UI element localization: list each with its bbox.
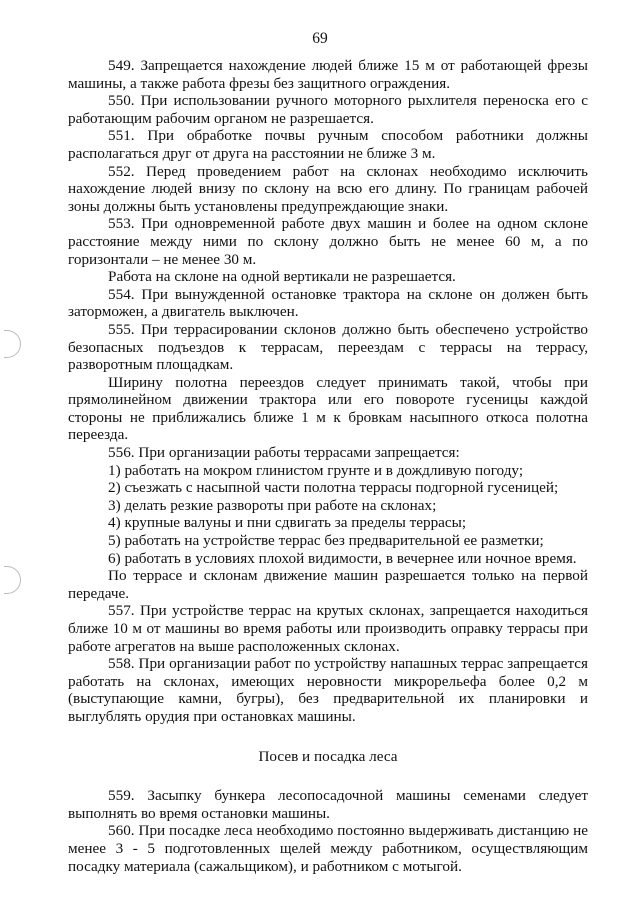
paragraph-560: 560. При посадке леса необходимо постоянно выдерживать дистанцию не менее 3 - 5 подготовленных щелей между работником, осуществляющим посадку материала (сажальщиком), и работником с мотыгой. [68,822,588,875]
list-item: 5) работать на устройстве террас без предварительной ее разметки; [108,532,544,550]
paragraph-556: 556. При организации работы террасами запрещается: [108,444,460,462]
paragraph-558: 558. При организации работ по устройству напашных террас запрещается работать на склонах, имеющих неровности микрорельефа более 0,2 м (выступающие камни, бугры), без предварительной их планировки и выглублять орудия при остановках машины. [68,655,588,725]
paragraph-553: 553. При одновременной работе двух машин и более на одном склоне расстояние между ними по склону должно быть не менее 60 м, а по горизонтали – не менее 30 м. [68,215,588,268]
list-item: 4) крупные валуны и пни сдвигать за пределы террасы; [108,514,467,532]
punch-hole-mark [4,330,21,358]
paragraph-553-note: Работа на склоне на одной вертикали не разрешается. [108,268,456,286]
paragraph-552: 552. Перед проведением работ на склонах необходимо исключить нахождение людей внизу по склону на всю его длину. По границам рабочей зоны должны быть установлены предупреждающие знаки. [68,162,588,215]
list-item: 3) делать резкие развороты при работе на склонах; [108,496,437,514]
list-item: 6) работать в условиях плохой видимости, в вечернее или ночное время. [108,549,577,567]
paragraph-555: 555. При террасировании склонов должно быть обеспечено устройство безопасных подъездов к террасам, переездам с террасы на террасу, разворотным площадкам. [68,320,588,374]
paragraph-549: 549. Запрещается нахождение людей ближе 15 м от работающей фрезы машины, а также работа фрезы без защитного ограждения. [68,57,588,92]
paragraph-550: 550. При использовании ручного моторного рыхлителя переноска его с работающим рабочим органом не разрешается. [68,92,588,127]
punch-hole-mark [4,566,21,594]
paragraph-555-width: Ширину полотна переездов следует принимать такой, чтобы при прямолинейном движении трактора или его повороте гусеницы каждой стороны не приближались ближе 1 м к бровкам насыпного откоса полотна переезда. [68,373,588,444]
paragraph-terrace-movement: По террасе и склонам движение машин разрешается только на первой передаче. [68,567,588,602]
paragraph-554: 554. При вынужденной остановке трактора на склоне он должен быть заторможен, а двигатель выключен. [68,285,588,321]
list-item: 2) съезжать с насыпной части полотна террасы подгорной гусеницей; [108,479,559,497]
document-body [68,57,588,875]
list-item: 1) работать на мокром глинистом грунте и в дождливую погоду; [108,461,524,479]
paragraph-559: 559. Засыпку бункера лесопосадочной машины семенами следует выполнять во время остановки машины. [68,787,588,822]
paragraph-557: 557. При устройстве террас на крутых склонах, запрещается находиться ближе 10 м от машины во время работы или производить оправку террасы при работе агрегатов на выше расположенных склонах. [68,602,588,655]
section-heading: Посев и посадка леса [258,747,398,765]
page-number: 69 [312,30,328,47]
paragraph-551: 551. При обработке почвы ручным способом работники должны располагаться друг от друга на расстоянии не ближе 3 м. [68,127,588,162]
